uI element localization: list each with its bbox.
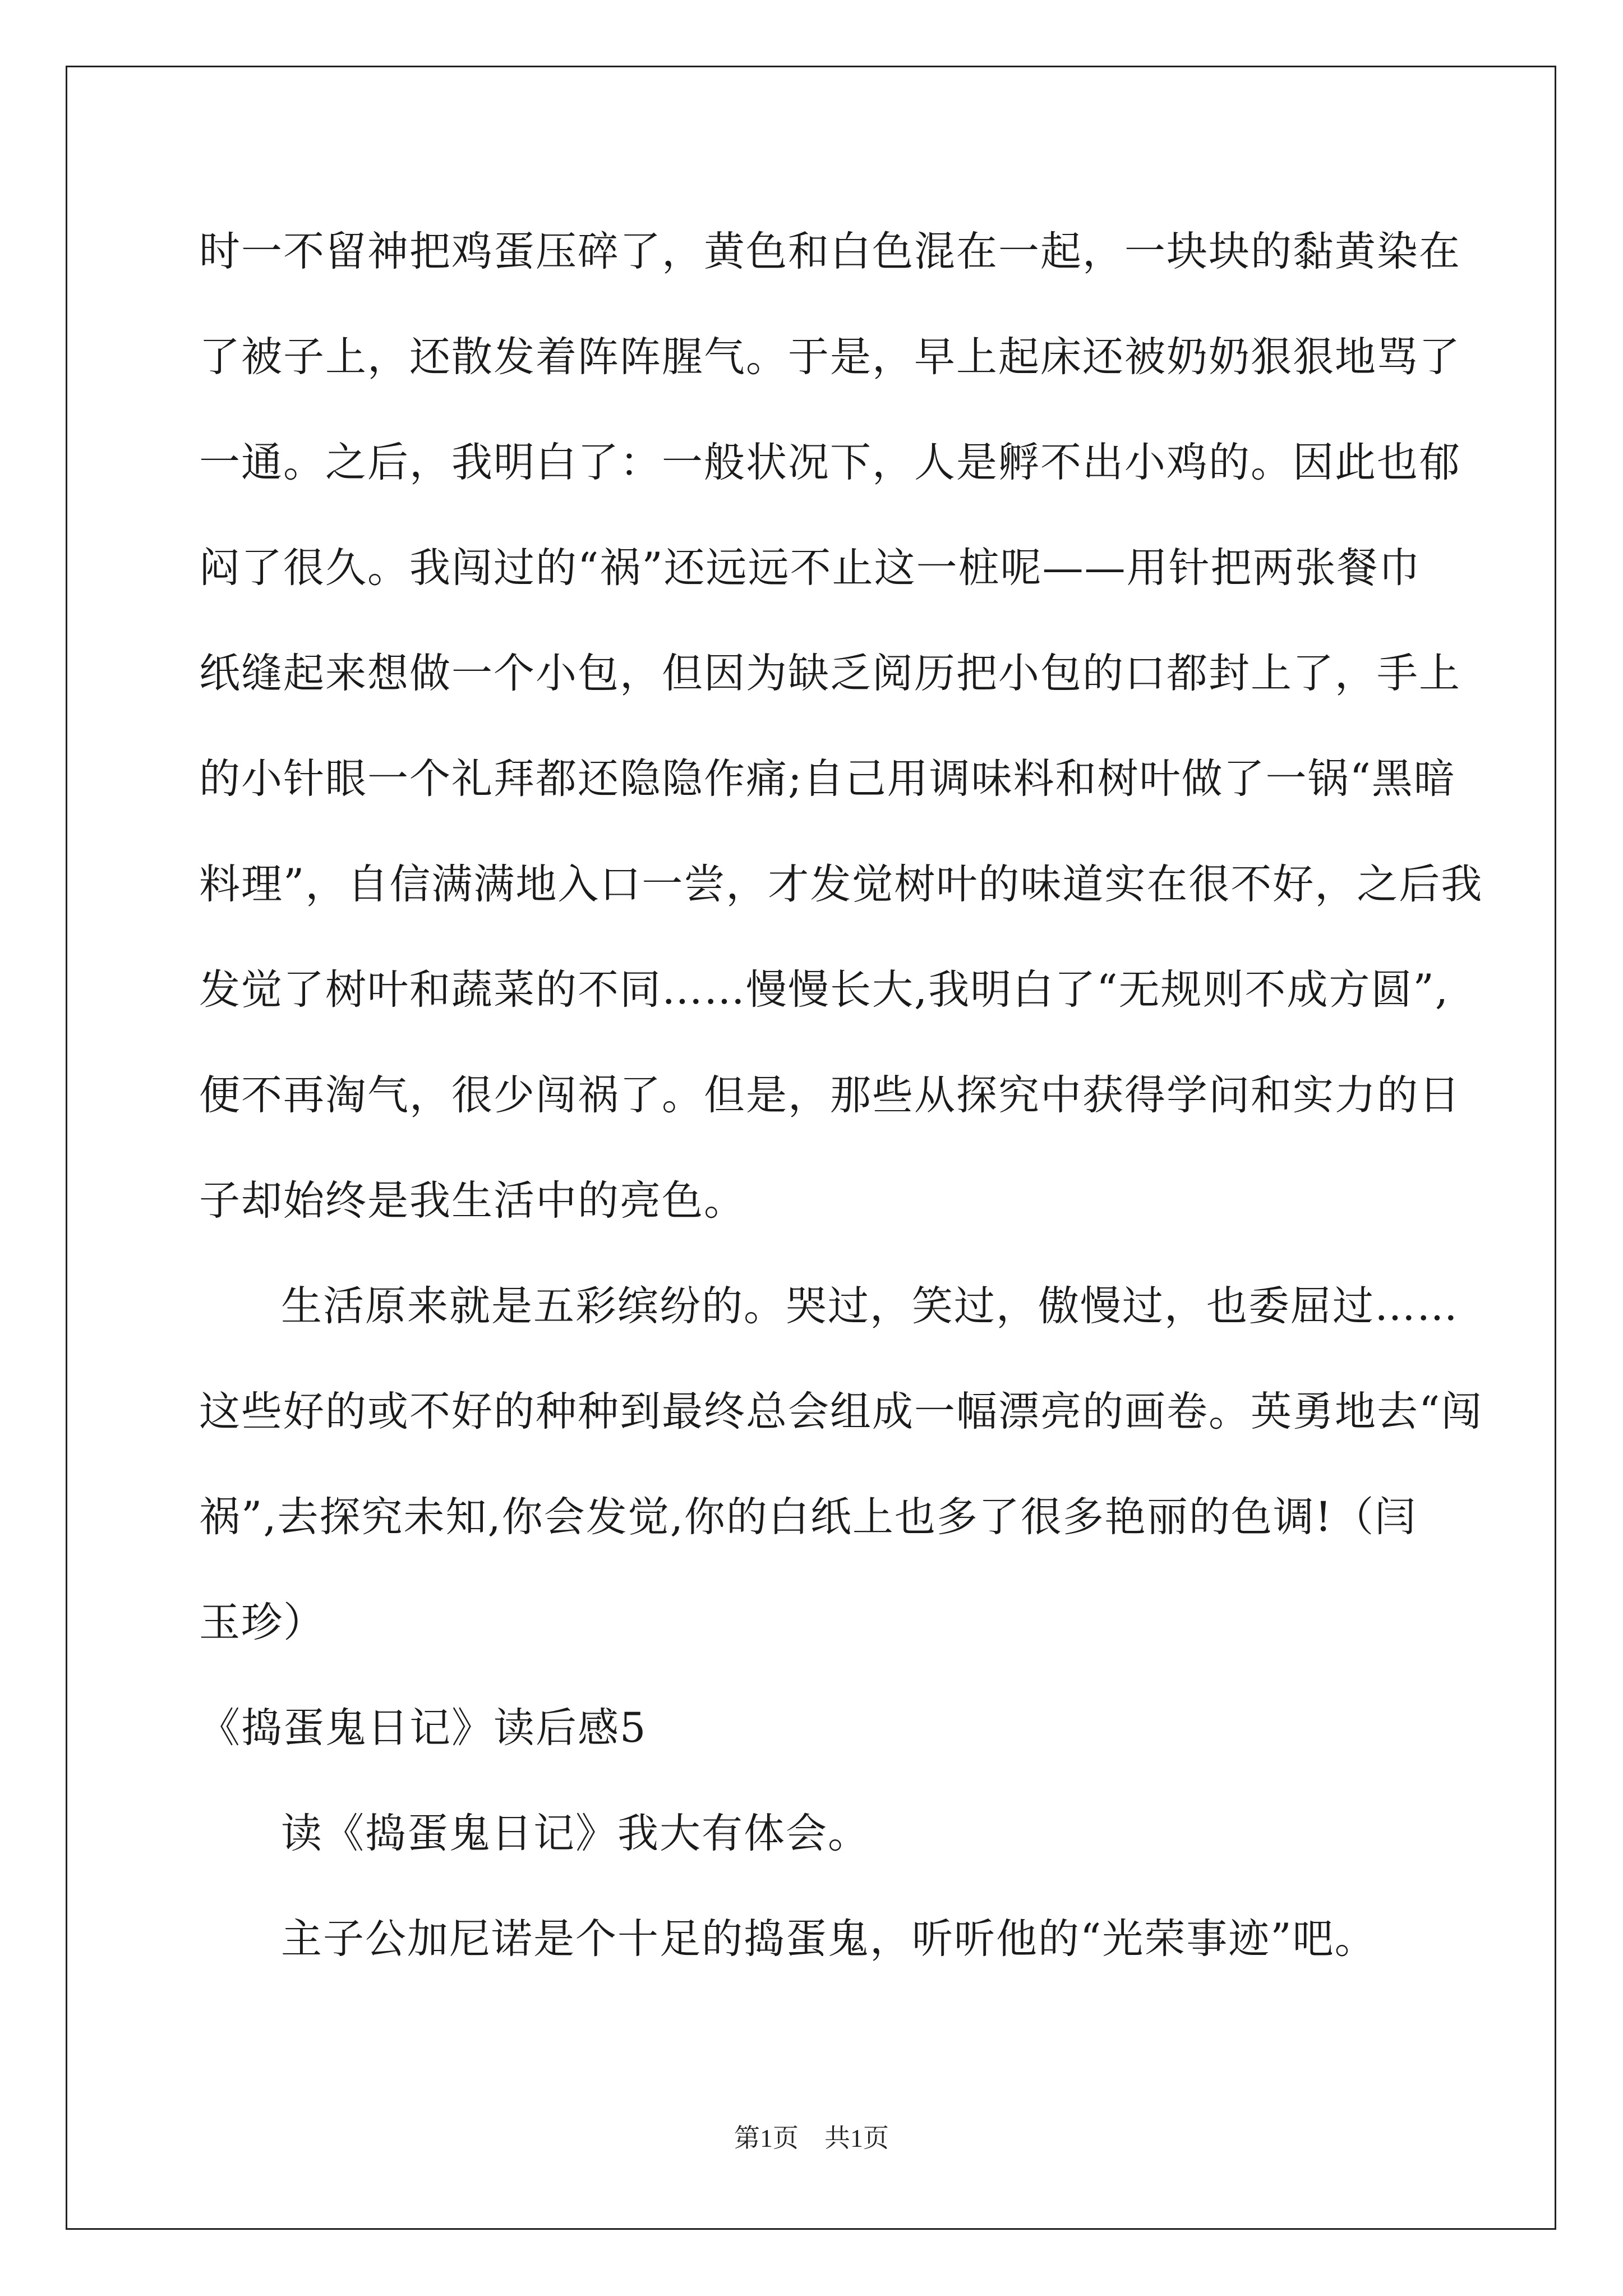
document-body xyxy=(199,199,1483,1992)
page-number: 第1页 xyxy=(734,2124,799,2152)
paragraph-line: 玉珍） xyxy=(199,1599,325,1646)
paragraph-line: 这些好的或不好的种种到最终总会组成一幅漂亮的画卷。英勇地去“闯 xyxy=(199,1388,1483,1435)
paragraph-line: 便不再淘气，很少闯祸了。但是，那些从探究中获得学问和实力的日 xyxy=(199,1071,1461,1119)
paragraph-line: 料理”，自信满满地入口一尝，才发觉树叶的味道实在很不好，之后我 xyxy=(199,861,1483,908)
page-total: 共1页 xyxy=(824,2124,889,2152)
paragraph-line: 读《捣蛋鬼日记》我大有体会。 xyxy=(281,1810,870,1857)
paragraph-line: 闷了很久。我闯过的“祸”还远远不止这一桩呢——用针把两张餐巾 xyxy=(199,544,1421,592)
paragraph-line: 子却始终是我生活中的亮色。 xyxy=(199,1177,746,1225)
paragraph-line: 的小针眼一个礼拜都还隐隐作痛;自己用调味料和树叶做了一锅“黑暗 xyxy=(199,755,1456,803)
paragraph-line: 了被子上，还散发着阵阵腥气。于是，早上起床还被奶奶狠狠地骂了 xyxy=(199,333,1461,381)
paragraph-line: 一通。之后，我明白了：一般状况下，人是孵不出小鸡的。因此也郁 xyxy=(199,439,1461,486)
paragraph-line: 生活原来就是五彩缤纷的。哭过，笑过，傲慢过，也委屈过…… xyxy=(281,1282,1459,1330)
page-footer xyxy=(0,2118,1623,2155)
paragraph-line: 纸缝起来想做一个小包，但因为缺乏阅历把小包的口都封上了，手上 xyxy=(199,650,1461,697)
paragraph-line: 发觉了树叶和蔬菜的不同……慢慢长大,我明白了“无规则不成方圆”, xyxy=(199,966,1450,1014)
section-heading: 《捣蛋鬼日记》读后感5 xyxy=(199,1704,647,1752)
paragraph-line: 祸”,去探究未知,你会发觉,你的白纸上也多了很多艳丽的色调!（闫 xyxy=(199,1493,1417,1541)
paragraph-line: 主子公加尼诺是个十足的捣蛋鬼，听听他的“光荣事迹”吧。 xyxy=(281,1915,1377,1963)
paragraph-line: 时一不留神把鸡蛋压碎了，黄色和白色混在一起，一块块的黏黄染在 xyxy=(199,228,1461,275)
